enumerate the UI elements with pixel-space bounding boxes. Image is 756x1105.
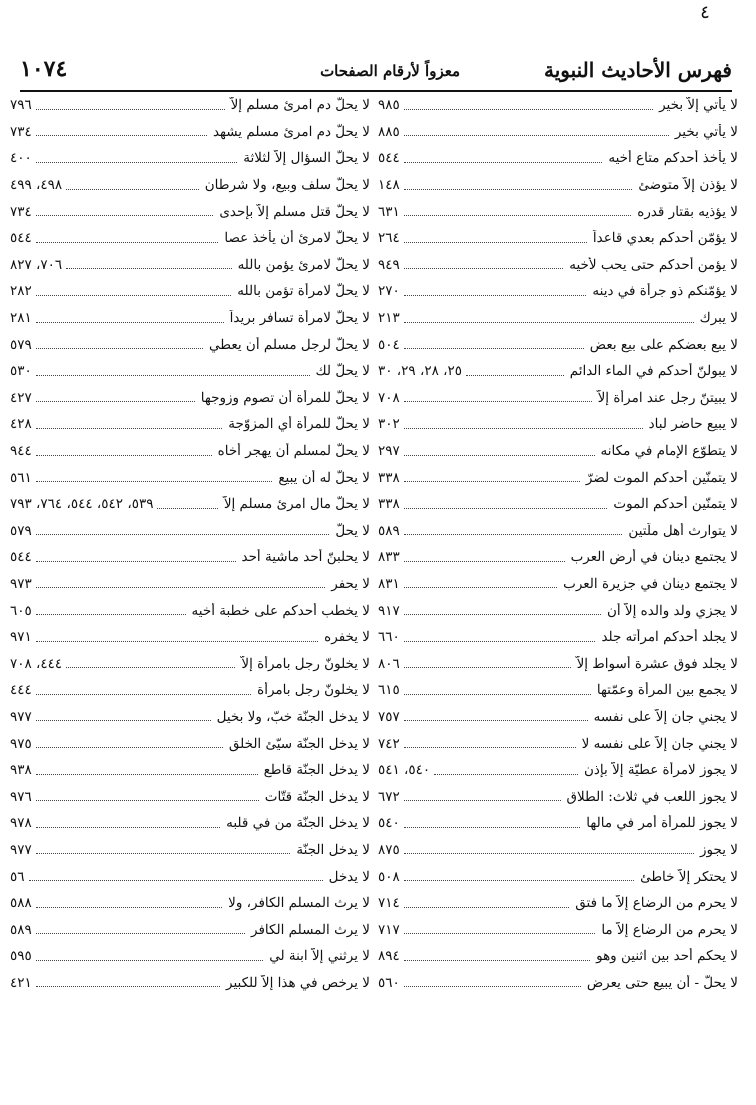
index-entry xyxy=(10,704,370,731)
hadith-incipit: لا يجوز اللعب في ثلاث: الطلاق xyxy=(566,788,738,805)
dot-leader xyxy=(36,455,212,456)
page-reference: ٢٨٢ xyxy=(10,283,32,300)
page-reference: ٥٦٠ xyxy=(378,974,400,991)
dot-leader xyxy=(404,880,634,881)
page-reference: ٥٠٨ xyxy=(378,868,400,885)
hadith-incipit: لا يأتي إلاّ بخير xyxy=(659,97,738,114)
dot-leader xyxy=(36,162,238,163)
index-entry xyxy=(10,970,370,997)
hadith-incipit: لا يحلّ لامرئ يؤمن بالله xyxy=(237,256,370,273)
index-entry xyxy=(10,810,370,837)
dot-leader xyxy=(36,960,263,961)
index-entry xyxy=(378,92,738,119)
index-entry xyxy=(378,411,738,438)
dot-leader xyxy=(404,135,669,136)
dot-leader xyxy=(36,907,222,908)
dot-leader xyxy=(36,720,211,721)
index-entry xyxy=(10,252,370,279)
index-entry xyxy=(10,783,370,810)
hadith-incipit: لا يحلبنّ أحد ماشية أحد xyxy=(241,549,370,566)
hadith-incipit: لا يجتمع دينان في أرض العرب xyxy=(570,549,738,566)
page-reference: ٧١٤ xyxy=(378,895,400,912)
index-entry xyxy=(10,571,370,598)
hadith-incipit: لا يدخل الجنّة سيّئ الخلق xyxy=(228,735,370,752)
hadith-incipit: لا يرخص في هذا إلاّ للكبير xyxy=(226,974,370,991)
hadith-incipit: لا يحلّ السؤال إلاّ لثلاثة xyxy=(243,150,370,167)
page-reference: ٨٣٣ xyxy=(378,549,400,566)
hadith-incipit: لا يخفره xyxy=(324,629,370,646)
index-entry xyxy=(10,624,370,651)
page-reference: ١٤٨ xyxy=(378,177,400,194)
index-entry xyxy=(10,916,370,943)
dot-leader xyxy=(404,401,592,402)
page-reference: ٤٩٨، ٤٩٩ xyxy=(10,177,63,194)
page-reference: ٥٤٤ xyxy=(10,230,32,247)
page-reference: ٩٤٩ xyxy=(378,256,400,273)
index-entry xyxy=(378,970,738,997)
index-entry xyxy=(10,305,370,332)
dot-leader xyxy=(66,667,235,668)
index-entry xyxy=(378,730,738,757)
page-reference: ٨٧٥ xyxy=(378,841,400,858)
dot-leader xyxy=(404,667,571,668)
dot-leader xyxy=(404,960,590,961)
page-reference: ٢٩٧ xyxy=(378,443,400,460)
dot-leader xyxy=(404,215,631,216)
hadith-incipit: لا يؤمن أحدكم حتى يحب لأخيه xyxy=(569,256,738,273)
hadith-incipit: لا يخطب أحدكم على خطبة أخيه xyxy=(191,602,370,619)
hadith-incipit: لا يحلّ دم امرئ مسلم إلاّ xyxy=(230,97,370,114)
dot-leader xyxy=(404,508,608,509)
index-entry xyxy=(10,730,370,757)
index-entry xyxy=(378,810,738,837)
dot-leader xyxy=(36,986,220,987)
dot-leader xyxy=(36,853,291,854)
index-entry xyxy=(10,198,370,225)
dot-leader xyxy=(466,375,564,376)
page-reference: ٢٧٠ xyxy=(378,283,400,300)
page-reference: ٥٦١ xyxy=(10,469,32,486)
index-entry xyxy=(378,438,738,465)
index-entry xyxy=(378,650,738,677)
page-reference: ٥٨٩ xyxy=(10,921,32,938)
corner-mark: ٤ xyxy=(700,2,710,23)
hadith-incipit: لا يحلّ للمرأة أي المزوّجة xyxy=(228,416,370,433)
hadith-incipit: لا يخلونّ رجل بامرأة إلاّ xyxy=(241,655,370,672)
index-entry xyxy=(10,145,370,172)
index-entry xyxy=(378,943,738,970)
page-reference: ٥٣٩، ٥٤٢، ٥٤٤، ٧٦٤، ٧٩٣ xyxy=(10,496,154,513)
index-entry xyxy=(10,837,370,864)
hadith-incipit: لا يحلّ سلف وبيع، ولا شرطان xyxy=(204,177,370,194)
dot-leader xyxy=(404,534,623,535)
page-reference: ٩٨٥ xyxy=(378,97,400,114)
page-reference: ٥٧٩ xyxy=(10,336,32,353)
hadith-incipit: لا يحلّ قتل مسلم إلاّ بإحدى xyxy=(219,203,370,220)
page-reference: ٥٨٨ xyxy=(10,895,32,912)
dot-leader xyxy=(36,694,251,695)
dot-leader xyxy=(404,268,563,269)
page-reference: ٧١٧ xyxy=(378,921,400,938)
index-entry xyxy=(378,225,738,252)
page-reference: ٥٤٤ xyxy=(378,150,400,167)
hadith-incipit: لا يحلّ للمرأة أن تصوم وزوجها xyxy=(200,389,370,406)
hadith-incipit: لا يدخل الجنّة قاطع xyxy=(263,762,370,779)
page-reference: ٥٤٠ xyxy=(378,815,400,832)
hadith-incipit: لا يجني جان إلاّ على نفسه xyxy=(593,708,738,725)
dot-leader xyxy=(36,401,195,402)
page-reference: ٩٧٧ xyxy=(10,841,32,858)
page-reference: ٤٠٠ xyxy=(10,150,32,167)
right-column xyxy=(378,92,738,1050)
index-entry xyxy=(10,491,370,518)
dot-leader xyxy=(36,481,273,482)
index-entry xyxy=(10,518,370,545)
dot-leader xyxy=(36,375,310,376)
hadith-incipit: لا يحلّ لرجل مسلم أن يعطي xyxy=(209,336,370,353)
page-reference: ٥٦ xyxy=(10,868,25,885)
hadith-incipit: لا يحرم من الرضاع إلاّ ما فتق xyxy=(575,895,738,912)
index-entry xyxy=(378,624,738,651)
dot-leader xyxy=(36,109,225,110)
dot-leader xyxy=(36,587,325,588)
page-reference: ٥٨٩ xyxy=(378,522,400,539)
page-reference: ٢٥، ٢٨، ٢٩، ٣٠ xyxy=(378,363,463,380)
page-reference: ٥٤٤ xyxy=(10,549,32,566)
index-entry xyxy=(378,544,738,571)
dot-leader xyxy=(36,322,224,323)
dot-leader xyxy=(404,587,557,588)
index-entry xyxy=(378,252,738,279)
hadith-incipit: لا يأتي بخير xyxy=(674,123,738,140)
page-reference: ٩٣٨ xyxy=(10,762,32,779)
page-reference: ٩٧٦ xyxy=(10,788,32,805)
hadith-incipit: لا يرث المسلم الكافر xyxy=(251,921,370,938)
page-reference: ٧٤٢ xyxy=(378,735,400,752)
dot-leader xyxy=(404,986,581,987)
dot-leader xyxy=(36,295,232,296)
hadith-incipit: لا يحفر xyxy=(331,575,370,592)
index-entry xyxy=(10,438,370,465)
hadith-incipit: لا يجلد فوق عشرة أسواط إلاّ xyxy=(576,655,738,672)
index-entry xyxy=(10,278,370,305)
page-reference: ٥٩٥ xyxy=(10,948,32,965)
page-reference: ٨٣١ xyxy=(378,575,400,592)
dot-leader xyxy=(404,481,580,482)
dot-leader xyxy=(36,348,203,349)
dot-leader xyxy=(157,508,217,509)
dot-leader xyxy=(404,853,694,854)
hadith-incipit: لا يدخل الجنّة من في قلبه xyxy=(226,815,370,832)
dot-leader xyxy=(404,455,595,456)
page-subtitle: معزواً لأرقام الصفحات xyxy=(320,62,460,80)
dot-leader xyxy=(404,348,584,349)
dot-leader xyxy=(36,135,207,136)
page-reference: ٣٣٨ xyxy=(378,496,400,513)
index-entry xyxy=(378,571,738,598)
index-entry xyxy=(378,783,738,810)
running-header xyxy=(20,58,732,90)
index-entry xyxy=(378,757,738,784)
hadith-incipit: لا يبيع حاضر لباد xyxy=(648,416,738,433)
index-entry xyxy=(10,464,370,491)
page-reference: ٣٠٢ xyxy=(378,416,400,433)
page-reference: ٩٧٨ xyxy=(10,815,32,832)
hadith-incipit: لا يجوز xyxy=(700,841,738,858)
page-reference: ٥٠٤ xyxy=(378,336,400,353)
index-entry xyxy=(378,385,738,412)
page-reference: ٩٧٧ xyxy=(10,708,32,725)
dot-leader xyxy=(36,800,259,801)
page-reference: ٥٧٩ xyxy=(10,522,32,539)
page-reference: ٧٠٨ xyxy=(378,389,400,406)
page-reference: ٥٤٠، ٥٤١ xyxy=(378,762,431,779)
page-reference: ٦٧٢ xyxy=(378,788,400,805)
dot-leader xyxy=(404,827,581,828)
hadith-incipit: لا يدخل الجنّة قتّات xyxy=(264,788,370,805)
page-reference: ٤٢٨ xyxy=(10,416,32,433)
dot-leader xyxy=(66,189,199,190)
hadith-incipit: لا يجني جان إلاّ على نفسه لا xyxy=(581,735,738,752)
hadith-incipit: لا يرثني إلاّ ابنة لي xyxy=(269,948,370,965)
hadith-incipit: لا يتوارث أهل ملّتين xyxy=(628,522,738,539)
dot-leader xyxy=(36,428,222,429)
index-entry xyxy=(378,863,738,890)
dot-leader xyxy=(36,215,214,216)
index-entry xyxy=(378,119,738,146)
hadith-incipit: لا يدخل الجنّة xyxy=(296,841,370,858)
dot-leader xyxy=(404,561,565,562)
index-entry xyxy=(378,464,738,491)
dot-leader xyxy=(36,641,318,642)
dot-leader xyxy=(404,162,603,163)
hadith-incipit: لا يؤمّنكم ذو جرأة في دينه xyxy=(592,283,738,300)
dot-leader xyxy=(404,109,653,110)
hadith-incipit: لا يحكم أحد بين اثنين وهو xyxy=(596,948,738,965)
page-reference: ٧٣٤ xyxy=(10,123,32,140)
index-entry xyxy=(378,890,738,917)
index-entry xyxy=(10,331,370,358)
hadith-incipit: لا يحلّ لك xyxy=(315,363,370,380)
page-reference: ٢١٣ xyxy=(378,310,400,327)
index-entry xyxy=(378,331,738,358)
page-number: ١٠٧٤ xyxy=(20,56,68,82)
index-entry xyxy=(378,597,738,624)
dot-leader xyxy=(404,720,588,721)
dot-leader xyxy=(404,428,643,429)
hadith-incipit: لا يتطوّع الإمام في مكانه xyxy=(600,443,738,460)
hadith-incipit: لا يدخل الجنّة خبّ، ولا بخيل xyxy=(216,708,370,725)
hadith-incipit: لا يجزي ولد والده إلاّ أن xyxy=(606,602,738,619)
page-reference: ٧٠٦، ٨٢٧ xyxy=(10,256,63,273)
hadith-incipit: لا يحلّ - أن يبيع حتى يعرض xyxy=(586,974,738,991)
page-reference: ٤٢١ xyxy=(10,974,32,991)
index-entry xyxy=(10,119,370,146)
hadith-incipit: لا يتمنّين أحدكم الموت لضرّ xyxy=(585,469,738,486)
dot-leader xyxy=(404,189,633,190)
page-reference: ٧٩٦ xyxy=(10,97,32,114)
index-entry xyxy=(10,650,370,677)
index-entry xyxy=(10,92,370,119)
index-entry xyxy=(378,358,738,385)
index-entry xyxy=(378,305,738,332)
hadith-incipit: لا يحتكر إلاّ خاطئ xyxy=(640,868,738,885)
hadith-incipit: لا يرث المسلم الكافر، ولا xyxy=(228,895,370,912)
index-entry xyxy=(378,518,738,545)
page-reference: ٣٣٨ xyxy=(378,469,400,486)
index-entry xyxy=(10,385,370,412)
dot-leader xyxy=(404,907,569,908)
hadith-incipit: لا يجتمع دينان في جزيرة العرب xyxy=(563,575,738,592)
dot-leader xyxy=(404,322,694,323)
hadith-incipit: لا يجمع بين المرأة وعمّتها xyxy=(596,682,738,699)
hadith-incipit: لا يجوز للمرأة أمر في مالها xyxy=(586,815,738,832)
dot-leader xyxy=(36,561,236,562)
hadith-incipit: لا يتمنّين أحدكم الموت xyxy=(613,496,738,513)
hadith-incipit: لا يأخذ أحدكم متاع أخيه xyxy=(608,150,738,167)
page-reference: ٢٦٤ xyxy=(378,230,400,247)
index-entry xyxy=(10,358,370,385)
dot-leader xyxy=(36,614,186,615)
page-title: فهرس الأحاديث النبوية xyxy=(543,58,732,82)
dot-leader xyxy=(66,268,231,269)
hadith-incipit: لا يحرم من الرضاع إلاّ ما xyxy=(601,921,738,938)
index-entry xyxy=(10,172,370,199)
page-reference: ٨٨٥ xyxy=(378,123,400,140)
hadith-incipit: لا يجلد أحدكم امرأته جلد xyxy=(601,629,738,646)
dot-leader xyxy=(36,242,219,243)
page-reference: ٩٧٥ xyxy=(10,735,32,752)
hadith-incipit: لا يحلّ له أن يبيع xyxy=(278,469,370,486)
index-entry xyxy=(378,491,738,518)
page-reference: ٩٤٤ xyxy=(10,443,32,460)
hadith-incipit: لا يؤذيه بقتار قدره xyxy=(637,203,738,220)
left-column xyxy=(10,92,370,1050)
hadith-incipit: لا يؤمّن أحدكم بعدي قاعداً xyxy=(592,230,738,247)
page-reference: ٧٥٧ xyxy=(378,708,400,725)
page-reference: ٤٤٤ xyxy=(10,682,32,699)
page-reference: ٦١٥ xyxy=(378,682,400,699)
page-reference: ٩١٧ xyxy=(378,602,400,619)
index-entry xyxy=(378,704,738,731)
dot-leader xyxy=(434,774,578,775)
index-entry xyxy=(378,677,738,704)
hadith-incipit: لا يحلّ دم امرئ مسلم يشهد xyxy=(212,123,370,140)
hadith-incipit: لا يحلّ لامرأة تسافر بريداً xyxy=(229,310,370,327)
index-entry xyxy=(10,597,370,624)
page-reference: ٦٦٠ xyxy=(378,629,400,646)
hadith-incipit: لا يبولنّ أحدكم في الماء الدائم xyxy=(569,363,738,380)
page-reference: ٧٣٤ xyxy=(10,203,32,220)
index-entry xyxy=(378,278,738,305)
dot-leader xyxy=(36,534,330,535)
page-reference: ٢٨١ xyxy=(10,310,32,327)
dot-leader xyxy=(36,747,223,748)
index-entry xyxy=(10,757,370,784)
dot-leader xyxy=(29,880,323,881)
page-reference: ٨٩٤ xyxy=(378,948,400,965)
page-reference: ٨٠٦ xyxy=(378,655,400,672)
hadith-incipit: لا يحلّ لمسلم أن يهجر أخاه xyxy=(217,443,370,460)
index-entry xyxy=(378,837,738,864)
index-entry xyxy=(378,145,738,172)
index-entry xyxy=(378,916,738,943)
index-entry xyxy=(378,198,738,225)
dot-leader xyxy=(36,933,245,934)
hadith-incipit: لا يحلّ xyxy=(335,522,370,539)
hadith-incipit: لا يخلونّ رجل بامرأة xyxy=(257,682,370,699)
hadith-incipit: لا يبرك xyxy=(699,310,738,327)
dot-leader xyxy=(404,614,601,615)
hadith-incipit: لا يؤذن إلاّ متوضئ xyxy=(638,177,738,194)
dot-leader xyxy=(404,242,587,243)
index-entry xyxy=(10,943,370,970)
dot-leader xyxy=(404,295,587,296)
page-reference: ٩٧١ xyxy=(10,629,32,646)
hadith-incipit: لا يحلّ لامرئ أن يأخذ عصا xyxy=(224,230,370,247)
dot-leader xyxy=(404,933,596,934)
dot-leader xyxy=(404,694,591,695)
index-entry xyxy=(10,863,370,890)
dot-leader xyxy=(404,747,576,748)
page-reference: ٦٠٥ xyxy=(10,602,32,619)
hadith-incipit: لا يجوز لامرأة عطيّة إلاّ بإذن xyxy=(583,762,738,779)
index-entry xyxy=(10,677,370,704)
page-reference: ٦٣١ xyxy=(378,203,400,220)
page-reference: ٤٤٤، ٧٠٨ xyxy=(10,655,63,672)
hadith-incipit: لا يبيتنّ رجل عند امرأة إلاّ xyxy=(597,389,738,406)
index-entry xyxy=(10,225,370,252)
dot-leader xyxy=(404,800,561,801)
index-entry xyxy=(378,172,738,199)
dot-leader xyxy=(36,774,258,775)
hadith-incipit: لا يحلّ لامرأة تؤمن بالله xyxy=(237,283,370,300)
hadith-incipit: لا يبع بعضكم على بيع بعض xyxy=(589,336,738,353)
hadith-incipit: لا يحلّ مال امرئ مسلم إلاّ xyxy=(223,496,370,513)
page-reference: ٥٣٠ xyxy=(10,363,32,380)
dot-leader xyxy=(404,641,596,642)
page-reference: ٩٧٣ xyxy=(10,575,32,592)
page-reference: ٤٢٧ xyxy=(10,389,32,406)
index-entry xyxy=(10,544,370,571)
index-entry xyxy=(10,890,370,917)
hadith-incipit: لا يدخل xyxy=(328,868,370,885)
dot-leader xyxy=(36,827,220,828)
index-entry xyxy=(10,411,370,438)
